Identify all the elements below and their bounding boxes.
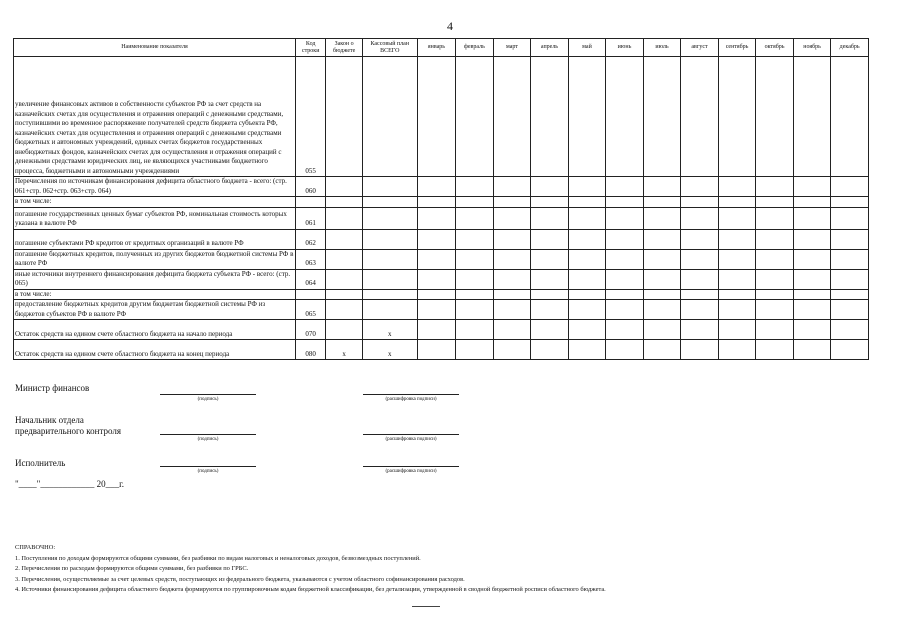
month-cell bbox=[793, 249, 831, 269]
month-cell bbox=[831, 177, 869, 197]
note-item: 1. Поступления по доходам формируются общими суммами, без разбивки по видам налоговых и неналоговых доходов, безвозмездных поступлений. bbox=[15, 554, 421, 562]
column-header: Кассовый план ВСЕГО bbox=[362, 39, 417, 57]
month-cell bbox=[568, 207, 606, 229]
month-cell bbox=[606, 300, 644, 320]
month-cell bbox=[756, 289, 794, 300]
month-cell bbox=[568, 57, 606, 177]
month-cell bbox=[606, 229, 644, 249]
month-cell bbox=[531, 300, 569, 320]
month-cell bbox=[718, 300, 756, 320]
month-cell bbox=[568, 249, 606, 269]
row-plan-total bbox=[362, 57, 417, 177]
month-cell bbox=[718, 289, 756, 300]
column-header: Наименование показателя bbox=[14, 39, 296, 57]
month-cell bbox=[568, 229, 606, 249]
row-code: 080 bbox=[295, 340, 325, 360]
table-header-row bbox=[14, 39, 869, 57]
month-cell bbox=[568, 320, 606, 340]
row-name: Перечисления по источникам финансирования дефицита областного бюджета - всего: (стр. 061+стр. 062+стр. 063+стр. 064) bbox=[14, 177, 296, 197]
executor-decode-line bbox=[363, 466, 459, 467]
row-code: 062 bbox=[295, 229, 325, 249]
month-cell bbox=[417, 197, 456, 208]
month-cell bbox=[606, 340, 644, 360]
month-cell bbox=[643, 177, 681, 197]
table-row bbox=[14, 300, 869, 320]
month-cell bbox=[493, 207, 531, 229]
row-law-value bbox=[326, 177, 363, 197]
month-cell bbox=[718, 229, 756, 249]
note-item: 4. Источники финансирования дефицита областного бюджета формируются по группировочным кодам бюджетной классификации, без детализации, утвержденной в сводной бюджетной росписи областного бюджета. bbox=[15, 586, 606, 593]
month-cell bbox=[643, 300, 681, 320]
row-code: 063 bbox=[295, 249, 325, 269]
minister-signature-line bbox=[160, 394, 256, 395]
month-cell bbox=[831, 340, 869, 360]
month-cell bbox=[456, 320, 494, 340]
column-header: Код строки bbox=[295, 39, 325, 57]
table-row bbox=[14, 289, 869, 300]
row-law-value bbox=[326, 320, 363, 340]
note-item: 3. Перечисления, осуществляемые за счет целевых средств, поступающих из федерального бюджета, указываются с учетом областного софинансирования расходов. bbox=[15, 575, 465, 583]
month-cell bbox=[643, 197, 681, 208]
month-cell bbox=[756, 207, 794, 229]
row-plan-total bbox=[362, 269, 417, 289]
month-cell bbox=[493, 340, 531, 360]
head-decode-line bbox=[363, 434, 459, 435]
month-cell bbox=[681, 177, 719, 197]
executor-label: Исполнитель bbox=[15, 458, 66, 468]
column-header: октябрь bbox=[756, 39, 794, 57]
row-plan-total: x bbox=[362, 320, 417, 340]
month-cell bbox=[493, 289, 531, 300]
month-cell bbox=[831, 197, 869, 208]
month-cell bbox=[718, 320, 756, 340]
month-cell bbox=[681, 249, 719, 269]
row-code: 065 bbox=[295, 300, 325, 320]
month-cell bbox=[531, 57, 569, 177]
month-cell bbox=[568, 269, 606, 289]
month-cell bbox=[643, 229, 681, 249]
month-cell bbox=[718, 340, 756, 360]
month-cell bbox=[643, 249, 681, 269]
month-cell bbox=[831, 207, 869, 229]
head-label-line2: предварительного контроля bbox=[15, 426, 122, 436]
table-row bbox=[14, 320, 869, 340]
month-cell bbox=[493, 269, 531, 289]
row-law-value: x bbox=[326, 340, 363, 360]
table-row bbox=[14, 269, 869, 289]
date-line: "____"____________ 20___г. bbox=[15, 479, 125, 489]
month-cell bbox=[493, 177, 531, 197]
month-cell bbox=[643, 207, 681, 229]
cash-plan-table bbox=[13, 38, 869, 360]
month-cell bbox=[793, 340, 831, 360]
month-cell bbox=[606, 249, 644, 269]
month-cell bbox=[793, 229, 831, 249]
month-cell bbox=[417, 269, 456, 289]
month-cell bbox=[831, 300, 869, 320]
row-plan-total bbox=[362, 207, 417, 229]
row-code: 070 bbox=[295, 320, 325, 340]
month-cell bbox=[681, 289, 719, 300]
table-row bbox=[14, 340, 869, 360]
row-plan-total bbox=[362, 300, 417, 320]
row-code bbox=[295, 197, 325, 208]
month-cell bbox=[681, 197, 719, 208]
table-row bbox=[14, 177, 869, 197]
month-cell bbox=[756, 249, 794, 269]
month-cell bbox=[831, 57, 869, 177]
head-signature-caption: (подпись) bbox=[197, 437, 219, 442]
month-cell bbox=[417, 340, 456, 360]
month-cell bbox=[718, 177, 756, 197]
row-name: погашение бюджетных кредитов, полученных из других бюджетов бюджетной системы РФ в валюте РФ bbox=[14, 249, 296, 269]
month-cell bbox=[456, 197, 494, 208]
month-cell bbox=[606, 57, 644, 177]
head-decode-caption: (расшифровка подписи) bbox=[385, 437, 437, 442]
column-header: март bbox=[493, 39, 531, 57]
column-header: июнь bbox=[606, 39, 644, 57]
row-law-value bbox=[326, 269, 363, 289]
note-item: 2. Перечисления по расходам формируются общими суммами, без разбивки по ГРБС. bbox=[15, 565, 249, 572]
month-cell bbox=[456, 177, 494, 197]
month-cell bbox=[493, 300, 531, 320]
month-cell bbox=[531, 269, 569, 289]
month-cell bbox=[718, 249, 756, 269]
month-cell bbox=[531, 340, 569, 360]
month-cell bbox=[756, 197, 794, 208]
month-cell bbox=[417, 300, 456, 320]
row-name: Остаток средств на едином счете областного бюджета на конец периода bbox=[14, 340, 296, 360]
head-signature-line bbox=[160, 434, 256, 435]
month-cell bbox=[417, 207, 456, 229]
month-cell bbox=[831, 229, 869, 249]
executor-decode-caption: (расшифровка подписи) bbox=[385, 469, 437, 474]
month-cell bbox=[568, 197, 606, 208]
month-cell bbox=[417, 177, 456, 197]
minister-signature-caption: (подпись) bbox=[197, 397, 219, 402]
month-cell bbox=[568, 340, 606, 360]
month-cell bbox=[718, 197, 756, 208]
month-cell bbox=[681, 320, 719, 340]
month-cell bbox=[456, 249, 494, 269]
row-plan-total bbox=[362, 249, 417, 269]
month-cell bbox=[681, 300, 719, 320]
row-name: в том числе: bbox=[14, 289, 296, 300]
table-row bbox=[14, 207, 869, 229]
month-cell bbox=[417, 229, 456, 249]
month-cell bbox=[568, 177, 606, 197]
row-law-value bbox=[326, 289, 363, 300]
month-cell bbox=[793, 300, 831, 320]
month-cell bbox=[493, 320, 531, 340]
notes-title: СПРАВОЧНО: bbox=[15, 544, 56, 551]
month-cell bbox=[568, 300, 606, 320]
month-cell bbox=[681, 57, 719, 177]
row-code: 060 bbox=[295, 177, 325, 197]
row-name: иные источники внутреннего финансирования дефицита бюджета субъекта РФ - всего: (стр. 065) bbox=[14, 269, 296, 289]
month-cell bbox=[718, 207, 756, 229]
head-label-line1: Начальник отдела bbox=[15, 415, 84, 425]
month-cell bbox=[606, 197, 644, 208]
column-header: Закон о бюджете bbox=[326, 39, 363, 57]
month-cell bbox=[417, 289, 456, 300]
month-cell bbox=[456, 340, 494, 360]
row-law-value bbox=[326, 57, 363, 177]
month-cell bbox=[756, 300, 794, 320]
table-row bbox=[14, 57, 869, 177]
month-cell bbox=[493, 197, 531, 208]
column-header: январь bbox=[417, 39, 456, 57]
month-cell bbox=[793, 269, 831, 289]
row-code bbox=[295, 289, 325, 300]
month-cell bbox=[417, 320, 456, 340]
row-law-value bbox=[326, 249, 363, 269]
month-cell bbox=[643, 340, 681, 360]
column-header: ноябрь bbox=[793, 39, 831, 57]
table-row bbox=[14, 229, 869, 249]
month-cell bbox=[606, 177, 644, 197]
month-cell bbox=[606, 320, 644, 340]
notes-block bbox=[15, 543, 606, 596]
month-cell bbox=[531, 249, 569, 269]
month-cell bbox=[531, 177, 569, 197]
row-name: погашение субъектами РФ кредитов от кредитных организаций в валюте РФ bbox=[14, 229, 296, 249]
table-row bbox=[14, 249, 869, 269]
minister-decode-caption: (расшифровка подписи) bbox=[385, 397, 437, 402]
month-cell bbox=[456, 289, 494, 300]
minister-label: Министр финансов bbox=[15, 383, 90, 393]
month-cell bbox=[417, 249, 456, 269]
minister-decode-line bbox=[363, 394, 459, 395]
month-cell bbox=[606, 269, 644, 289]
month-cell bbox=[681, 340, 719, 360]
table-row bbox=[14, 197, 869, 208]
row-code: 064 bbox=[295, 269, 325, 289]
month-cell bbox=[456, 300, 494, 320]
month-cell bbox=[456, 229, 494, 249]
footer-rule bbox=[412, 606, 440, 607]
month-cell bbox=[793, 57, 831, 177]
row-code: 061 bbox=[295, 207, 325, 229]
month-cell bbox=[831, 289, 869, 300]
month-cell bbox=[493, 229, 531, 249]
month-cell bbox=[681, 207, 719, 229]
month-cell bbox=[681, 229, 719, 249]
column-header: июль bbox=[643, 39, 681, 57]
month-cell bbox=[643, 57, 681, 177]
column-header: декабрь bbox=[831, 39, 869, 57]
month-cell bbox=[793, 289, 831, 300]
month-cell bbox=[531, 229, 569, 249]
row-law-value bbox=[326, 207, 363, 229]
month-cell bbox=[756, 340, 794, 360]
row-name: в том числе: bbox=[14, 197, 296, 208]
month-cell bbox=[493, 249, 531, 269]
row-plan-total bbox=[362, 197, 417, 208]
column-header: сентябрь bbox=[718, 39, 756, 57]
month-cell bbox=[831, 269, 869, 289]
executor-signature-caption: (подпись) bbox=[197, 469, 219, 474]
month-cell bbox=[531, 207, 569, 229]
month-cell bbox=[793, 320, 831, 340]
month-cell bbox=[606, 207, 644, 229]
month-cell bbox=[531, 197, 569, 208]
month-cell bbox=[793, 197, 831, 208]
row-name: Остаток средств на едином счете областного бюджета на начало периода bbox=[14, 320, 296, 340]
row-plan-total bbox=[362, 229, 417, 249]
month-cell bbox=[793, 207, 831, 229]
month-cell bbox=[831, 249, 869, 269]
month-cell bbox=[718, 57, 756, 177]
month-cell bbox=[531, 289, 569, 300]
column-header: апрель bbox=[531, 39, 569, 57]
row-law-value bbox=[326, 197, 363, 208]
month-cell bbox=[456, 57, 494, 177]
executor-signature-line bbox=[160, 466, 256, 467]
month-cell bbox=[756, 229, 794, 249]
month-cell bbox=[756, 269, 794, 289]
month-cell bbox=[681, 269, 719, 289]
page-number: 4 bbox=[447, 19, 453, 33]
month-cell bbox=[417, 57, 456, 177]
row-law-value bbox=[326, 300, 363, 320]
month-cell bbox=[606, 289, 644, 300]
month-cell bbox=[643, 289, 681, 300]
month-cell bbox=[756, 320, 794, 340]
month-cell bbox=[756, 177, 794, 197]
row-plan-total bbox=[362, 177, 417, 197]
row-name: увеличение финансовых активов в собственности субъектов РФ за счет средств на казначейских счетах для осуществления и отражения операций с денежными средствами, поступившими во временное распоряжение получателей средств бюджета субъекта РФ, казначейских счетах для осуществления и отражения операций с денежными средствами бюджетных и автономных учреждений, единых счетах бюджетов государственных внебюджетных фондов, казначейских счетах для осуществления и отражения операций с денежными средствами юридических лиц, не являющихся участниками бюджетного процесса, бюджетными и автономными учреждениями bbox=[14, 57, 296, 177]
month-cell bbox=[831, 320, 869, 340]
row-plan-total bbox=[362, 289, 417, 300]
row-name: предоставление бюджетных кредитов другим бюджетам бюджетной системы РФ из бюджетов субъектов РФ в валюте РФ bbox=[14, 300, 296, 320]
row-name: погашение государственных ценных бумаг субъектов РФ, номинальная стоимость которых указана в валюте РФ bbox=[14, 207, 296, 229]
column-header: август bbox=[681, 39, 719, 57]
row-plan-total: x bbox=[362, 340, 417, 360]
row-law-value bbox=[326, 229, 363, 249]
month-cell bbox=[493, 57, 531, 177]
month-cell bbox=[793, 177, 831, 197]
month-cell bbox=[531, 320, 569, 340]
row-code: 055 bbox=[295, 57, 325, 177]
month-cell bbox=[718, 269, 756, 289]
column-header: февраль bbox=[456, 39, 494, 57]
month-cell bbox=[456, 207, 494, 229]
month-cell bbox=[456, 269, 494, 289]
month-cell bbox=[568, 289, 606, 300]
column-header: май bbox=[568, 39, 606, 57]
month-cell bbox=[643, 320, 681, 340]
month-cell bbox=[643, 269, 681, 289]
month-cell bbox=[756, 57, 794, 177]
